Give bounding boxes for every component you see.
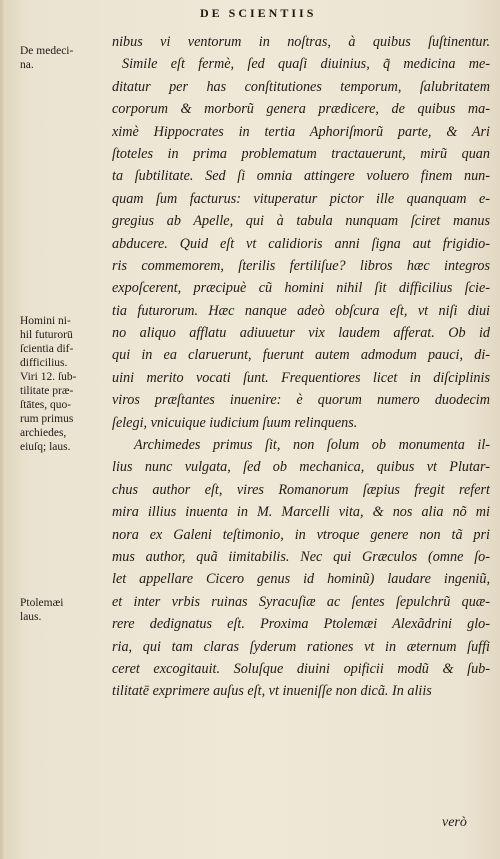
text-line: uini merito vocati ſunt. Frequentiores licet in diſciplinis xyxy=(112,369,490,386)
text-line: expoſcerent, præcipuè cũ homini nihil ſit difficilius ſcie- xyxy=(112,280,490,297)
text-line: let appellare Cicero genus id hominũ) laudare ingeniũ, xyxy=(112,571,490,588)
text-line: ditatur per has conſtitutiones temporum, ſalubritatem xyxy=(112,78,490,95)
text-line: no aliquo afflatu adiuuetur vix laudem afferat. Ob id xyxy=(112,325,490,342)
text-line: corporum & morborũ genera prædicere, de quibus ma- xyxy=(112,101,490,118)
text-line: gregius ab Apelle, qui à tabula nunquam ſciret manus xyxy=(112,213,490,230)
text-line: tia futurorum. Hæc nanque adeò obſcura eſt, vt niſi diui xyxy=(112,302,490,319)
text-line: rere dedignatus eſt. Proxima Ptolemæi Alexãdrini glo- xyxy=(112,616,490,633)
text-line: et inter vrbis ruinas Syracuſiæ ac ſentes ſepulchrũ quæ- xyxy=(112,593,490,610)
margin-note-medicina xyxy=(20,44,110,72)
text-line: nibus vi ventorum in noſtras, à quibus ſuſtinentur. xyxy=(112,34,490,50)
text-line: ceret excogitauit. Soluſque diuini opificii modũ & ſub- xyxy=(112,660,490,677)
text-line: mira illius inuenta in M. Marcelli vita, & nos alia nõ mi xyxy=(112,504,490,521)
running-header: DE SCIENTIIS xyxy=(200,6,317,20)
text-line: Archimedes primus ſit, non ſolum ob monumenta il- xyxy=(134,437,490,454)
margin-note-medicina-text: De medeci- na. xyxy=(20,45,74,71)
main-text-block xyxy=(112,31,490,703)
text-line: ris commemorem, ſterilis fertiliſue? libros hæc integros xyxy=(112,257,490,274)
text-line: chus author eſt, vires Romanorum ſæpius fregit refert xyxy=(112,481,490,498)
margin-note-ptolemaei-text: Ptolemæi laus. xyxy=(20,597,64,623)
text-line: tilitatē exprimere auſus eſt, vt inueniſſe non dicã. In aliis xyxy=(112,683,432,700)
text-line: viros præſtantes inuenire: è quorum numero duodecim xyxy=(112,392,490,409)
margin-note-homini-text: Homini ni- hil futurorū ſcientia dif- difficilius. Viri 12. ſub- tilitate præ- ſtātes, quo- rum primus archiedes, eiuſq; laus. xyxy=(20,315,77,453)
catchword: verò xyxy=(442,815,467,830)
page-binding-edge xyxy=(0,0,6,859)
text-line: ſelegi, vnicuique iudicium ſuum relinquens. xyxy=(112,414,358,431)
text-line: lius nunc vulgata, ſed ob mechanica, quibus vt Plutar- xyxy=(112,459,490,476)
margin-note-homini xyxy=(20,314,110,454)
text-line: ria, qui tam claras ſyderum rationes vt in æternum ſuffi xyxy=(112,638,490,655)
text-line: Simile eſt fermè, ſed quaſi diuinius, q̃ medicina me- xyxy=(122,56,490,73)
text-line: nora ex Galeni teſtimonio, in vtroque genere non tã pri xyxy=(112,526,490,543)
text-line: qui in ea claruerunt, fuerunt autem admodum pauci, di- xyxy=(112,347,490,364)
text-line: ſtoteles in prima problematum tractauerunt, mirũ quan xyxy=(112,145,490,162)
text-line: mus author, quã iimitabilis. Nec qui Græculos (omne ſo- xyxy=(112,548,490,565)
text-line: quam ſum facturus: vituperatur pictor ille quanquam e- xyxy=(112,190,490,207)
text-line: ximè Hippocrates in tertia Aphoriſmorũ parte, & Ari xyxy=(112,123,490,140)
text-line: ta ſubtilitate. Sed ſi omnia attingere voluero finem nun- xyxy=(112,168,490,185)
margin-note-ptolemaei xyxy=(20,596,110,624)
text-line: abducere. Quid eſt vt calidioris anni ſigna aut frigidio- xyxy=(112,235,490,252)
